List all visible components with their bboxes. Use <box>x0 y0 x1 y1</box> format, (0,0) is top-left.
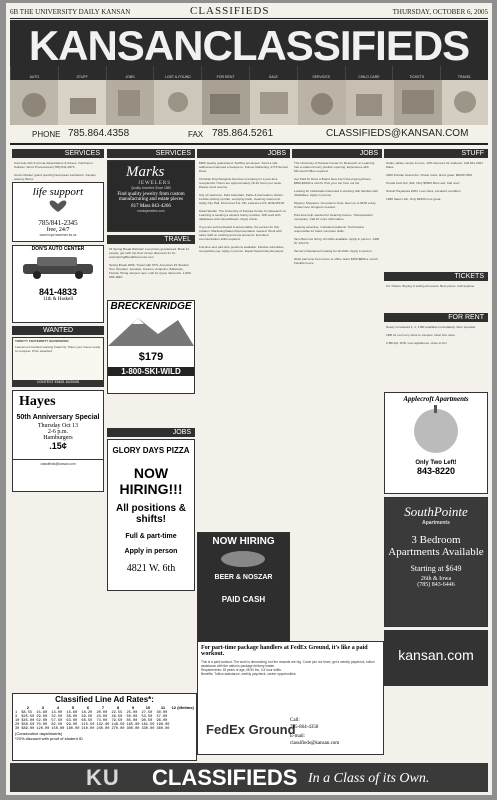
column-2 <box>107 149 195 594</box>
section-header-stuff: STUFF <box>384 149 488 158</box>
section-header-travel: TRAVEL <box>107 235 195 244</box>
hayes-time: 2-6 p.m. <box>47 429 69 435</box>
rates-cell: 115.50 <box>81 723 95 727</box>
south-price: Starting at $649 <box>410 564 462 573</box>
rates-cell: $8.55 <box>21 711 33 715</box>
rates-cell: 25.00 <box>126 711 138 715</box>
rates-cell: 85.00 <box>126 719 138 723</box>
rates-cell: $45.00 <box>21 719 35 723</box>
dons-phone: 841-4833 <box>38 287 78 297</box>
category-tickets[interactable]: TICKETS <box>392 66 440 80</box>
rates-cell: 148.50 <box>111 723 125 727</box>
glory-apply: Apply in person <box>124 548 178 555</box>
breck-phone: 1-800-SKI-WILD <box>108 367 194 376</box>
applecroft-tag: Only Two Left! <box>415 460 457 466</box>
rates-header-cell: 9 <box>131 705 135 710</box>
wanted-ad-title: THRIFTY FRATERNITY SHOWDOWN <box>15 339 69 343</box>
phone-label: PHONE <box>32 130 61 139</box>
rates-cell: 20.00 <box>96 711 108 715</box>
fedex-body: This is a paid workout. The work is demanding, but the rewards are big. Come join our team, get a weekly paycheck, tuition assistance with the nation's package delivery leader. Requirements: 18 years of age, lift 50 lbs, 3-5 hour shifts. Benefits: Tuition assistance, weekly paycheck, career opportunities. <box>201 660 375 677</box>
hayes-email[interactable]: classifieds@kansan.com <box>13 459 103 466</box>
rates-cell: 13.00 <box>51 711 63 715</box>
rates-table <box>14 704 195 731</box>
rates-title: Classified Line Ad Rates*: <box>55 695 154 704</box>
heart-hands-icon <box>43 198 73 214</box>
dons-auto-ad <box>12 245 104 323</box>
rates-header-cell: 7 <box>101 705 105 710</box>
fedex-ground-ad <box>197 641 384 755</box>
footer-tagline: In a Class of its Own. <box>308 771 430 786</box>
rates-cell: 96.00 <box>156 719 168 723</box>
category-travel[interactable]: TRAVEL <box>440 66 488 80</box>
glory-positions: All positions & shifts! <box>116 503 186 525</box>
beer-name: BEER & NOSZAR <box>214 574 273 581</box>
section-header-for-rent-2: FOR RENT <box>384 313 488 322</box>
fedex-logo: FedEx Ground <box>206 722 296 737</box>
rates-cell: 3 <box>15 715 18 719</box>
masthead <box>10 20 488 80</box>
rates-cell: 57.00 <box>156 715 168 719</box>
rates-cell: 165.00 <box>126 723 140 727</box>
marks-line: Find quality jewelry from custom manufacturing and estate pieces <box>117 192 185 203</box>
rates-cell: $89.00 <box>21 727 35 731</box>
car-icon <box>13 252 103 282</box>
glory-now: NOW HIRING!!! <box>119 465 183 497</box>
dons-address: 11th & Haskell <box>42 297 74 302</box>
rates-header-cell: 5 <box>71 705 75 710</box>
south-bedroom: 3 Bedroom Apartments Available <box>388 534 484 558</box>
glory-fulltime: Full & part-time <box>125 533 177 540</box>
rates-cell: 15.80 <box>36 711 48 715</box>
category-jobs[interactable]: JOBS <box>106 66 154 80</box>
rates-cell: 198.00 <box>156 723 170 727</box>
fedex-phone: 785-864-4358 <box>290 725 319 730</box>
ski-icon <box>108 312 194 346</box>
rates-cell: 70.00 <box>36 723 48 727</box>
category-sale[interactable]: SALE <box>249 66 297 80</box>
section-header-services-2: SERVICES <box>107 149 195 158</box>
section-header-services: SERVICES <box>12 149 104 158</box>
glory-name: GLORY DAYS PIZZA <box>112 446 190 455</box>
rates-cell: 99.00 <box>66 723 78 727</box>
rates-cell: 32.50 <box>51 715 63 719</box>
breck-name: BRECKENRIDGE <box>110 301 192 312</box>
rates-cell: 52.00 <box>36 719 48 723</box>
rates-cell: 300.00 <box>126 727 140 731</box>
fedex-email[interactable]: classifieds@kansan.com <box>290 741 340 746</box>
category-stuff[interactable]: STUFF <box>58 66 106 80</box>
rates-cell: 30.00 <box>156 711 168 715</box>
section-header-jobs-3: JOBS <box>292 149 382 158</box>
apple-icon <box>385 403 487 455</box>
column-5 <box>384 149 488 689</box>
fax-label: FAX <box>188 130 204 139</box>
rates-cell: 210.00 <box>81 727 95 731</box>
travel-listing: #1 Spring Break Website! Low prices guaranteed. Book 11 people, get 12th trip free! Group discounts for 8+. www.SpringBreakDiscounts.com Spring Break 2006. Travel with STS. America's #1 Student Tour Operator. Jamaica, Cancun, Acapulco, Bahamas, Florida. Hiring campus reps. Call for group discounts. 1-800-648-4849. <box>109 247 192 279</box>
kansan-com-text[interactable]: kansan.com <box>398 647 474 663</box>
page-header <box>10 5 488 19</box>
kansan-com-ad <box>384 630 488 686</box>
south-sub: Apartments <box>422 520 450 526</box>
hayes-sub: 50th Anniversary Special <box>16 414 100 421</box>
rates-cell: 63.00 <box>66 719 78 723</box>
wanted-ad-body: Lawrence's hardest working fraternity. Show your house ready to compete. Prize awarded. <box>15 345 101 353</box>
rates-cell: 57.50 <box>51 719 63 723</box>
for-rent-listing-col5: Newly remodeled 1, 2, 3 BR available immediately. Rent specials. 1BR for rent very close to campus. Near bus route. 2 BR Apt. W/D, new appliances, close to KU. <box>386 325 476 345</box>
rates-box <box>12 693 197 761</box>
marks-tag: Quality Jewelers Since 1880 <box>130 186 172 190</box>
fedex-email-label: E-mail: <box>290 734 305 739</box>
life-support-phone: 785/841-2345 <box>38 219 78 227</box>
fax-number: 785.864.5261 <box>212 128 274 139</box>
south-address: 26th & Iowa <box>420 576 452 582</box>
rates-cell: 74.00 <box>96 719 108 723</box>
rates-header-cell: 6 <box>86 705 90 710</box>
rates-cell: 180.00 <box>66 727 80 731</box>
rates-cell: 132.00 <box>96 723 110 727</box>
column-3 <box>197 149 290 647</box>
rates-cell: 10 <box>15 719 20 723</box>
life-support-url[interactable]: www.hope.lawrence.ks.us <box>39 233 77 237</box>
rates-cell: 50.00 <box>126 715 138 719</box>
page-number: 6B THE UNIVERSITY DAILY KANSAN <box>10 8 131 16</box>
life-support-hours: free, 24/7 <box>46 227 70 233</box>
rates-cell: $58.50 <box>21 723 35 727</box>
rates-foot: (Consecutive days/inserts) <box>15 731 63 736</box>
rates-cell: 43.00 <box>96 715 108 719</box>
hayes-when: Thursday Oct 13 <box>37 423 79 429</box>
fedex-lead: For part-time package handlers at FedEx Ground, it's like a paid workout. <box>201 645 368 657</box>
marks-url[interactable]: marksjewelers.com <box>137 209 165 214</box>
photo-strip-art <box>10 80 488 125</box>
rates-cell: 46.50 <box>111 715 123 719</box>
rates-header-cell: 12 (lifetime) <box>171 705 194 710</box>
rates-cell: 360.00 <box>156 727 170 731</box>
section-header-jobs-2: JOBS <box>107 428 195 437</box>
rates-cell: 36.00 <box>66 715 78 719</box>
rates-cell: 79.50 <box>111 719 123 723</box>
marks-jewelers-ad <box>107 160 195 232</box>
rates-cell: 120.00 <box>36 727 50 731</box>
jobs-listing-column-3: $600 weekly guaranteed. Stuffing envelopes. Send a self-addressed stamped envelope to: Sunset Marketing, 2715 Sunset Drive. Christian Psychological Services is looking for a part-time receptionist. Hours are approximately 15-20 hours per week. Please send resume. City of Lawrence. Park Attendant, Parks & Recreation. Duties include picking up litter, emptying trash, cleaning restrooms. Apply City Hall, Personnel 6 E. 6th, Lawrence KS. EOE M/F/D. Data Handler. The University of Kansas Center for Research on Learning is seeking a student hourly position. Will work with databases and spreadsheets. Apply online. If you are self-motivated & accountable, the person for this position. Marketing/Sales Representative needed. Work with sales staff on existing and new accounts. Excellent communication skills required. Full-time and part-time positions available. Flexible schedules, competitive pay. Apply in person. Equal Opportunity Employer. <box>199 161 288 253</box>
burger-icon <box>198 547 289 569</box>
column-4 <box>292 149 382 542</box>
thrifty-showdown-ad <box>12 337 104 387</box>
category-lost-found[interactable]: LOST & FOUND <box>153 66 201 80</box>
section-header-tickets: TICKETS <box>384 272 488 281</box>
section-header-jobs-1: JOBS <box>197 149 290 158</box>
email-link[interactable]: CLASSIFIEDS@KANSAN.COM <box>326 128 469 139</box>
rates-cell: 22.55 <box>111 711 123 715</box>
beer-paid-cash: PAID CASH <box>221 595 266 604</box>
rates-cell: 53.50 <box>141 715 153 719</box>
footer-banner <box>10 763 488 792</box>
rates-header-cell: 3 <box>41 705 44 710</box>
rates-header-cell: 8 <box>116 705 120 710</box>
rates-cell: 1 <box>15 711 18 715</box>
category-child-care[interactable]: CHILD CARE <box>345 66 393 80</box>
beer-now-hiring: NOW HIRING <box>212 536 275 547</box>
contest-end-bar: CONTEST ENDS 10/20/05 <box>13 380 103 386</box>
rates-note: *20% discount with proof of student ID <box>15 736 83 741</box>
breck-price: $179 <box>138 351 164 363</box>
marks-name: Marks <box>126 164 165 180</box>
category-auto[interactable]: AUTO <box>10 66 58 80</box>
breckenridge-ad <box>107 300 195 394</box>
life-support-ad <box>12 182 104 242</box>
rates-header-row <box>14 704 195 711</box>
rates-cell: 82.50 <box>51 723 63 727</box>
rates-cell: 68.50 <box>81 719 93 723</box>
category-for-rent[interactable]: FOR RENT <box>201 66 249 80</box>
rates-header-cell: 2 <box>26 705 29 710</box>
southpointe-ad <box>384 497 488 627</box>
rates-cell: 270.00 <box>111 727 125 731</box>
rates-cell: 181.50 <box>141 723 155 727</box>
south-name: SouthPointe <box>404 504 468 519</box>
footer-title: CLASSIFIEDS <box>152 765 298 790</box>
fedex-call-label: Call: <box>290 718 300 723</box>
category-services[interactable]: SERVICES <box>297 66 345 80</box>
tickets-listing: KU Tickets. Buying & selling all events. Best prices. Call anytime. <box>386 284 476 288</box>
hayes-deal: Hamburgers <box>43 435 73 441</box>
rates-header-cell: 11 <box>160 705 166 710</box>
glory-address: 4821 W. 6th <box>126 563 176 574</box>
rates-cell: 150.00 <box>51 727 65 731</box>
marks-phone: 817 Mass 843-4266 <box>131 204 171 210</box>
section-name: CLASSIFIEDS <box>190 5 270 17</box>
dons-name: DON'S AUTO CENTER <box>31 246 85 252</box>
phone-number[interactable]: 785.864.4358 <box>68 128 130 139</box>
column-1 <box>12 149 104 495</box>
masthead-title: KANSANCLASSIFIEDS <box>28 22 470 69</box>
beer-noszar-ad <box>197 532 290 644</box>
rates-cell: 27.50 <box>141 711 153 715</box>
rates-cell: 30 <box>15 727 20 731</box>
rates-cell: 29.00 <box>36 715 48 719</box>
marks-sub: JEWELERS <box>138 181 171 186</box>
rates-header-cell: 4 <box>56 705 60 710</box>
rates-cell: 18.20 <box>81 711 93 715</box>
services-listing: Can help with & format dissertations & theses. Call Karen Sullivan. Word Processional (785) 841-0973. Gina's Marker grand opening! European Aesthetics. Facials, waxing, Botox. <box>14 161 97 181</box>
life-support-name: life support <box>32 186 84 198</box>
applecroft-name: Applecroft Apartments <box>403 395 469 403</box>
issue-date: THURSDAY, OCTOBER 6, 2005 <box>392 8 488 16</box>
jobs-listing-column-4: The University of Kansas Center for Research on Learning has a student hourly position opening. Experience with Microsoft Office required. Get Paid To Drive a Brand New Car! Now paying drivers $800-$3200 a month. Pick your car from our list. Looking for individuals interested in working with families with disabilities. Apply in person. Mystery Shoppers. Get paid to shop. Earn up to $150 a day. Undercover shoppers needed. Part-time help needed for cleaning homes. Transportation necessary. Call for more information. Seeking assertive, motivated students. Technicians responsible for basic computer skills. Taco Bell now hiring. All shifts available. Apply in person, 1408 W. 23rd St. Tanner's Restaurant looking for all shifts. Apply in person. Work part-time from home or office. Earn $300-$800 a month. Flexible hours. <box>294 161 380 265</box>
rates-cell: 330.00 <box>141 727 155 731</box>
hayes-ad <box>12 390 104 492</box>
category-photo-strip <box>10 80 488 125</box>
section-header-wanted: WANTED <box>12 326 104 335</box>
rates-header-cell: 10 <box>145 705 151 710</box>
applecroft-phone: 843-8220 <box>416 466 456 476</box>
stuff-listing: Sofas, tables, lamps & more. 10% discount for students. Call 841-2021 Mass. 2000 Pontiac Grand Am. Power locks. Runs great. $4000 OBO. Honda Civic EX, 90k. Only $5500 Must sell. Call now! Suzuki Hayabusa 2003. Low miles, excellent condition. 1999 Saturn 4dr. Only $2500 runs great. <box>386 161 483 201</box>
rates-cell: 240.00 <box>96 727 110 731</box>
footer-ku: KU <box>86 765 120 790</box>
hayes-name: Hayes <box>19 394 56 409</box>
glory-days-ad <box>107 439 195 591</box>
category-strip <box>10 66 488 80</box>
rates-cell: 39.50 <box>81 715 93 719</box>
contact-bar <box>10 125 488 145</box>
newspaper-page <box>6 3 492 795</box>
rates-cell: $25.50 <box>21 715 35 719</box>
applecroft-ad <box>384 392 488 494</box>
rates-cell: 20 <box>15 723 20 727</box>
south-phone: (785) 843-6446 <box>417 582 455 588</box>
rates-cell: 15.60 <box>66 711 78 715</box>
rates-cell: 90.50 <box>141 719 153 723</box>
hayes-price: .15¢ <box>49 441 67 451</box>
